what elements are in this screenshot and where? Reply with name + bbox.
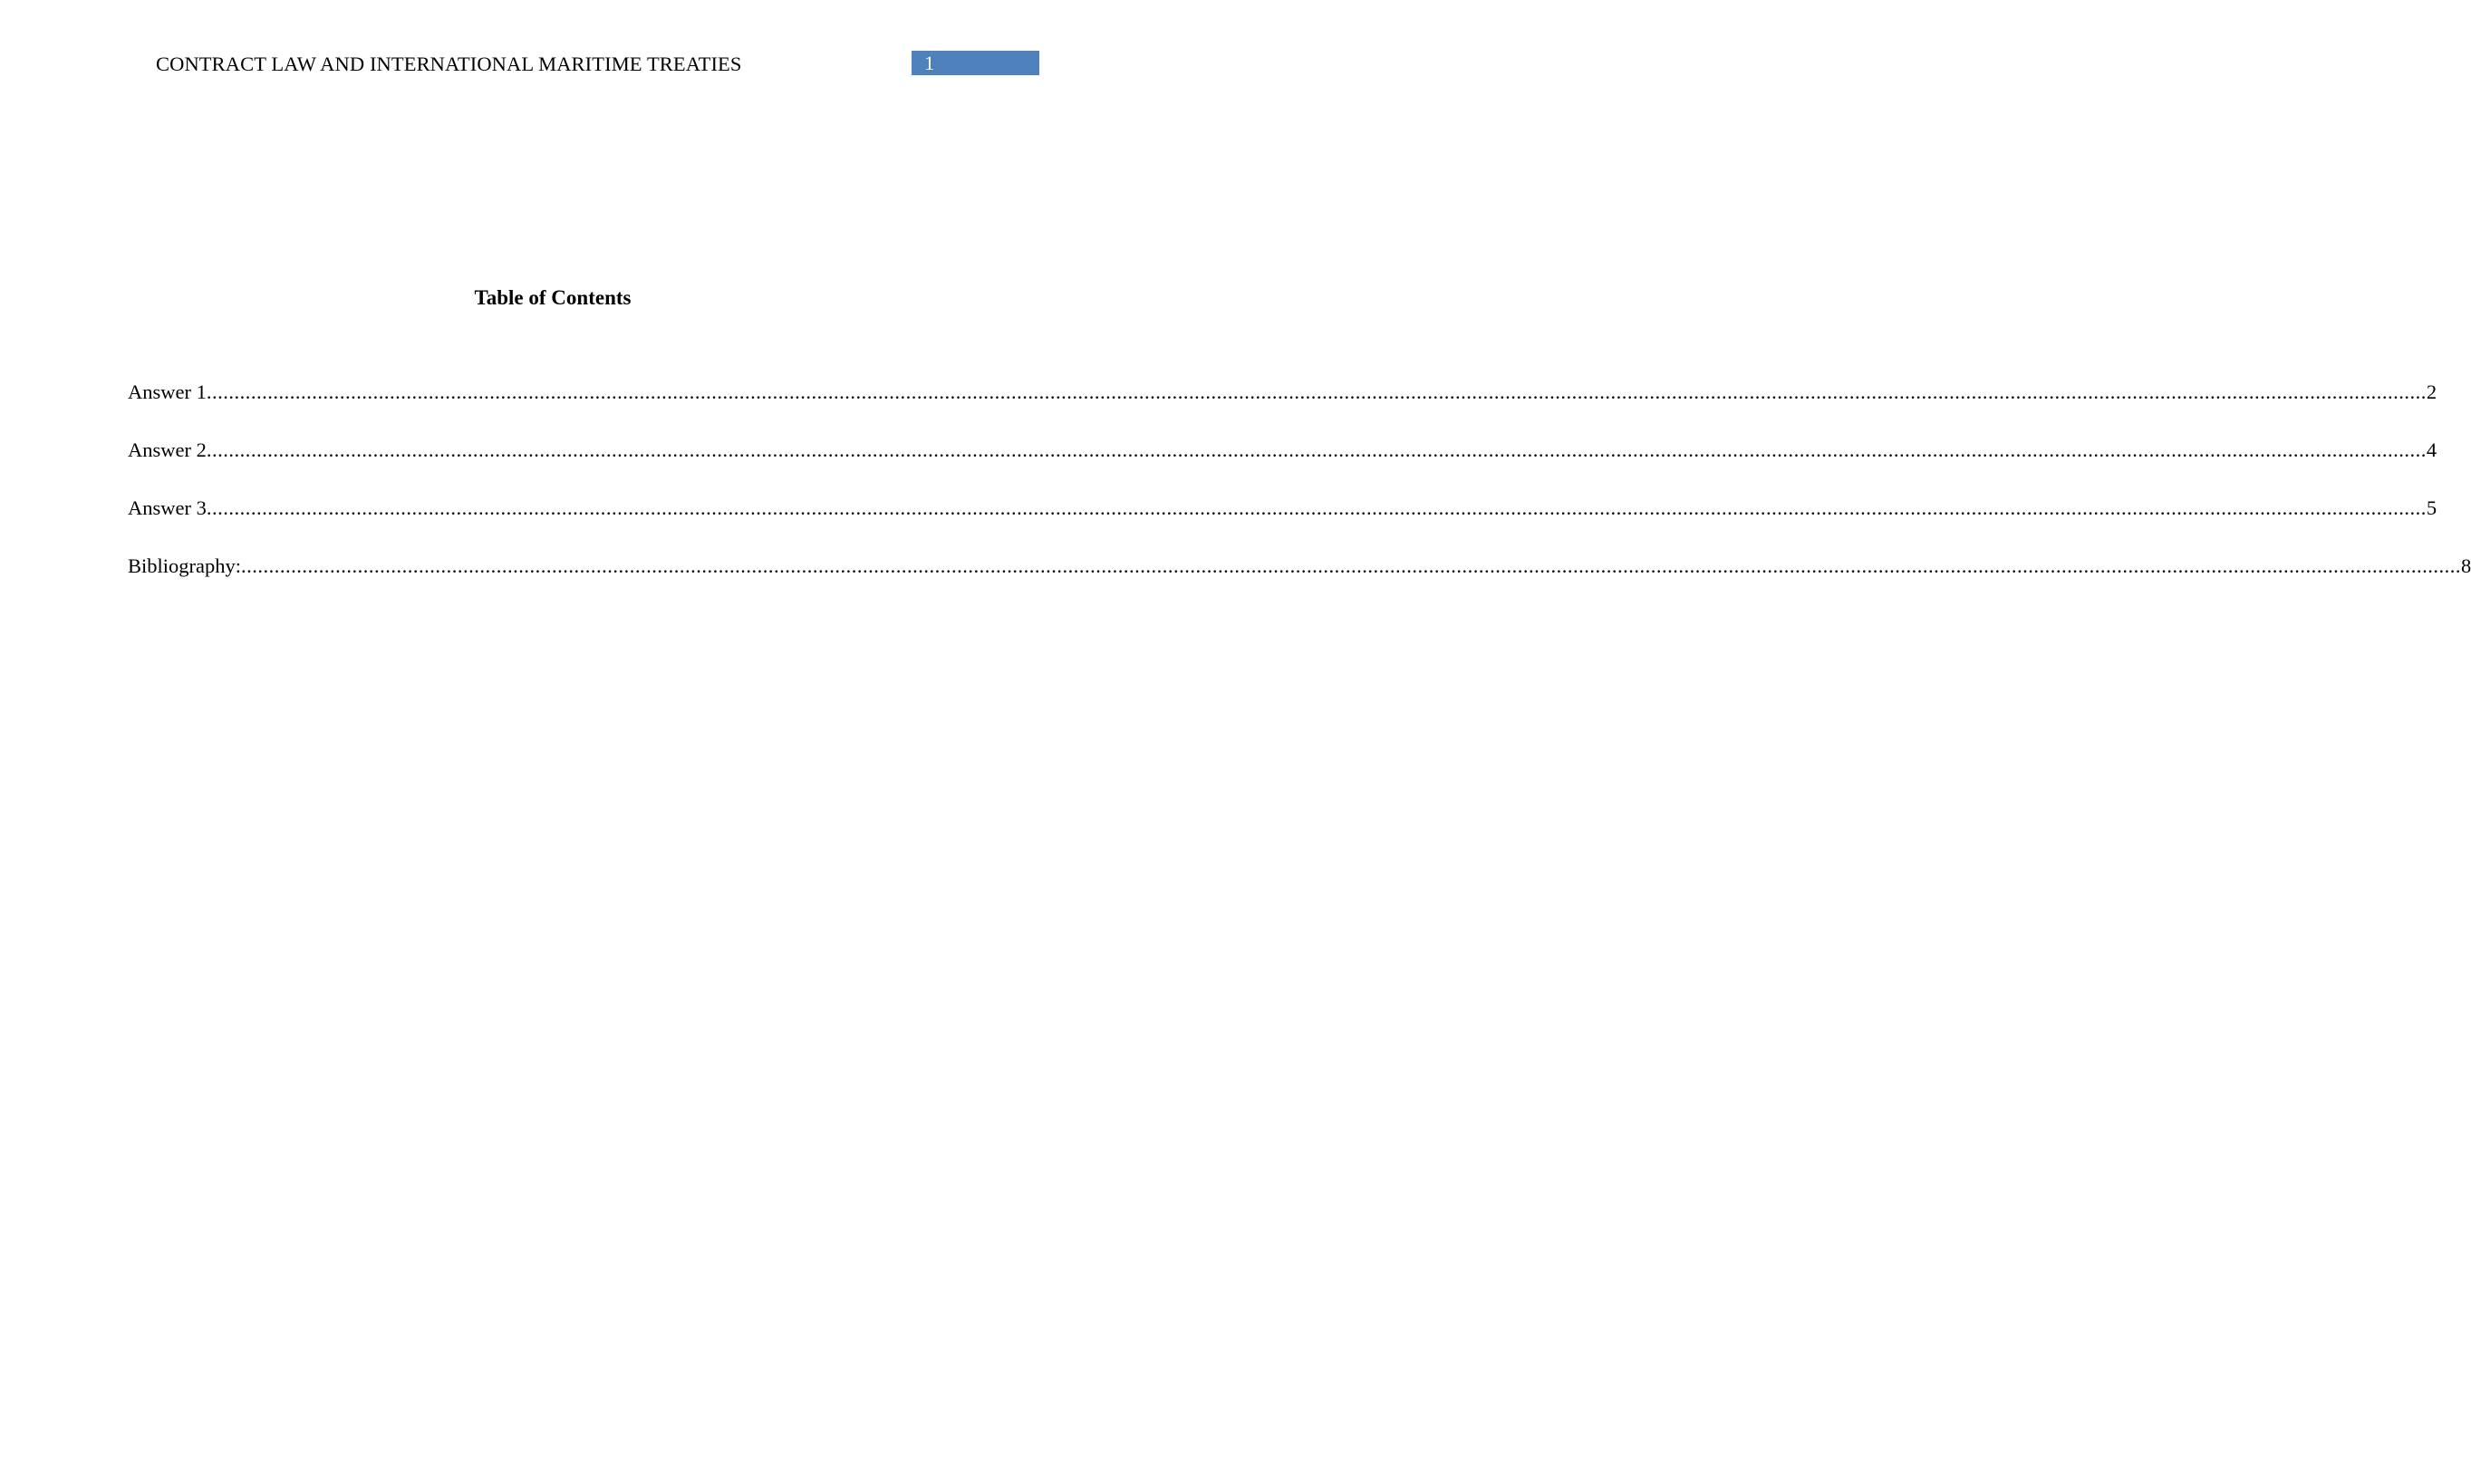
- toc-dot-leader: ................................................................................................................................................................................................................................................................................................................................................................................................................: [206, 496, 2427, 519]
- toc-list: [128, 379, 2471, 611]
- toc-entry-bibliography[interactable]: [128, 553, 2471, 611]
- page-header: [0, 0, 1049, 91]
- toc-entry-answer-1[interactable]: [128, 379, 2437, 437]
- toc-entry-page: 8: [2461, 554, 2471, 577]
- toc-entry-answer-3[interactable]: [128, 495, 2437, 553]
- toc-dot-leader: ................................................................................................................................................................................................................................................................................................................................................................................................................: [206, 381, 2427, 403]
- toc-dot-leader: ................................................................................................................................................................................................................................................................................................................................................................................................................: [241, 554, 2461, 577]
- toc-entry-page: 2: [2426, 381, 2437, 403]
- toc-entry-label: Bibliography:: [128, 554, 241, 577]
- toc-entry-page: 5: [2426, 496, 2437, 519]
- toc-entry-answer-2[interactable]: [128, 437, 2437, 495]
- toc-entry-label: Answer 2: [128, 438, 207, 461]
- toc-entry-label: Answer 3: [128, 496, 207, 519]
- running-head-title: CONTRACT LAW AND INTERNATIONAL MARITIME TREATIES: [156, 53, 742, 75]
- toc-dot-leader: ................................................................................................................................................................................................................................................................................................................................................................................................................: [206, 438, 2427, 461]
- page-number: 1: [924, 52, 935, 74]
- page-number-box: [912, 51, 1039, 75]
- toc-entry-label: Answer 1: [128, 381, 207, 403]
- toc-title: Table of Contents: [474, 286, 632, 309]
- toc-entry-page: 4: [2426, 438, 2437, 461]
